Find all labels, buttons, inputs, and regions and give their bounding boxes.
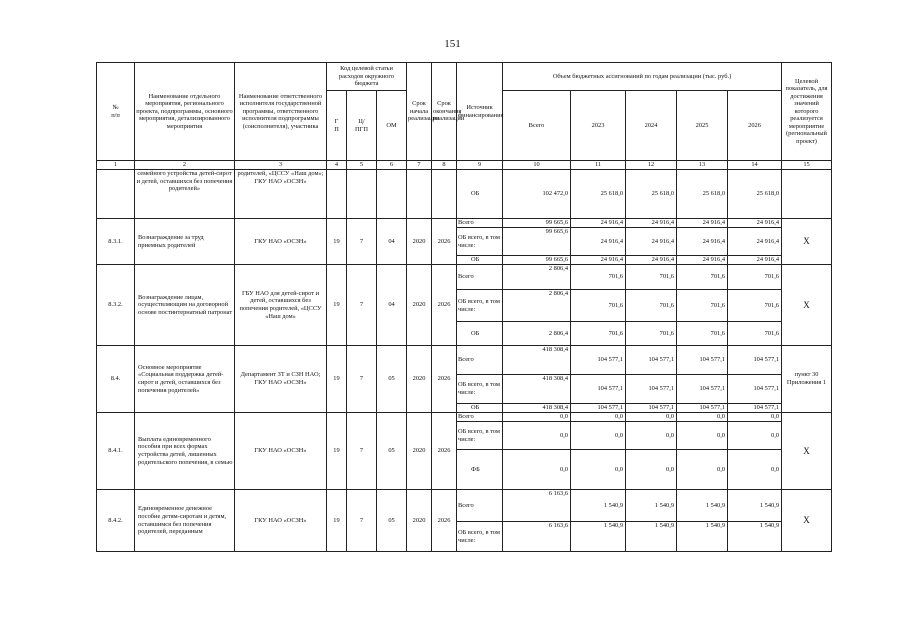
source-ob-total-label: ОБ всего, в том числе: bbox=[457, 375, 503, 404]
header-executor: Наименование ответственного исполнителя государственной программы, ответственного исполнителя подпрограммы (соисполнителя), участника bbox=[235, 63, 327, 161]
cell-2023: 701,6 bbox=[571, 265, 626, 290]
row-start: 2020 bbox=[407, 490, 432, 552]
row-name: Выплата единовременного пособия при всех формах устройства детей, лишенных родительского попечения, в семью bbox=[135, 413, 235, 490]
source-ob-label: ОБ bbox=[457, 322, 503, 346]
source-total-label: Всего bbox=[457, 413, 503, 422]
row-name: Вознаграждение лицам, осуществляющим на договорной основе постинтернатный патронат bbox=[135, 265, 235, 346]
cell-2023: 1 540,9 bbox=[571, 490, 626, 522]
row-ppgp: 7 bbox=[347, 219, 377, 265]
row-target: X bbox=[782, 219, 832, 265]
source-ob-total-label: ОБ всего, в том числе: bbox=[457, 422, 503, 450]
row-end: 2026 bbox=[432, 413, 457, 490]
table-row-continuation bbox=[97, 170, 832, 219]
cell-2024: 0,0 bbox=[626, 422, 677, 450]
row-executor: ГКУ НАО «ОСЗН» bbox=[235, 219, 327, 265]
cell-2026: 24 916,4 bbox=[728, 228, 782, 256]
cell-2023: 24 916,4 bbox=[571, 219, 626, 228]
header-year-2024: 2024 bbox=[626, 91, 677, 161]
cell-2025: 24 916,4 bbox=[677, 256, 728, 265]
cell-2025: 701,6 bbox=[677, 265, 728, 290]
cell-total: 2 806,4 bbox=[503, 322, 571, 346]
column-number: 5 bbox=[347, 161, 377, 170]
cell-2026: 0,0 bbox=[728, 422, 782, 450]
cell-2025: 104 577,1 bbox=[677, 375, 728, 404]
cell-2023: 24 916,4 bbox=[571, 256, 626, 265]
row-executor: Департамент ЗТ и СЗН НАО; ГКУ НАО «ОСЗН» bbox=[235, 346, 327, 413]
cell-2026: 1 540,9 bbox=[728, 490, 782, 522]
cell-2026: 104 577,1 bbox=[728, 375, 782, 404]
cell-2025: 1 540,9 bbox=[677, 490, 728, 522]
header-start: Срок начала реализации bbox=[407, 63, 432, 161]
source-total-label: Всего bbox=[457, 346, 503, 375]
row-executor: ГКУ НАО «ОСЗН» bbox=[235, 413, 327, 490]
cell-2024: 701,6 bbox=[626, 290, 677, 322]
row-target: пункт 30 Приложения 1 bbox=[782, 346, 832, 413]
cell-2026: 24 916,4 bbox=[728, 219, 782, 228]
cell-2026: 25 618,0 bbox=[728, 170, 782, 219]
cell-2023: 0,0 bbox=[571, 422, 626, 450]
column-number: 7 bbox=[407, 161, 432, 170]
cell-2026: 701,6 bbox=[728, 290, 782, 322]
row-target: X bbox=[782, 413, 832, 490]
column-number: 3 bbox=[235, 161, 327, 170]
budget-table bbox=[96, 62, 832, 552]
source-total-label: Всего bbox=[457, 265, 503, 290]
row-name: Единовременное денежное пособие детям-сиротам и детям, оставшимся без попечения родителей, переданным bbox=[135, 490, 235, 552]
cell-2023: 104 577,1 bbox=[571, 346, 626, 375]
header-no: № п/п bbox=[97, 63, 135, 161]
row-no: 8.3.2. bbox=[97, 265, 135, 346]
column-number: 4 bbox=[327, 161, 347, 170]
row-executor: ГБУ НАО для детей-сирот и детей, оставшихся без попечения родителей, «ЦССУ «Наш дом» bbox=[235, 265, 327, 346]
row-start: 2020 bbox=[407, 346, 432, 413]
row-gp: 19 bbox=[327, 265, 347, 346]
cell-total: 99 665,6 bbox=[503, 256, 571, 265]
source-ob-total-label: ОБ всего, в том числе: bbox=[457, 522, 503, 552]
column-number: 1 bbox=[97, 161, 135, 170]
source-ob-total-label: ОБ всего, в том числе: bbox=[457, 228, 503, 256]
cell-2023: 104 577,1 bbox=[571, 404, 626, 413]
cell-2024: 701,6 bbox=[626, 265, 677, 290]
cell-2025: 0,0 bbox=[677, 450, 728, 490]
cell-2024: 104 577,1 bbox=[626, 346, 677, 375]
row-om: 05 bbox=[377, 346, 407, 413]
cell-2024: 104 577,1 bbox=[626, 375, 677, 404]
source-ob-total-label: ОБ всего, в том числе: bbox=[457, 290, 503, 322]
table-row-8-4-1 bbox=[97, 413, 832, 422]
cell-total: 2 806,4 bbox=[503, 290, 571, 322]
row-end: 2026 bbox=[432, 265, 457, 346]
cell-total: 418 308,4 bbox=[503, 346, 571, 375]
source-fb-label: ФБ bbox=[457, 450, 503, 490]
cell-2024: 25 618,0 bbox=[626, 170, 677, 219]
row-ppgp: 7 bbox=[347, 265, 377, 346]
cell-2025: 24 916,4 bbox=[677, 219, 728, 228]
cell-2026: 0,0 bbox=[728, 413, 782, 422]
cell-2026: 104 577,1 bbox=[728, 404, 782, 413]
header-volume-group: Объем бюджетных ассигнований по годам реализации (тыс. руб.) bbox=[503, 63, 782, 91]
row-no: 8.3.1. bbox=[97, 219, 135, 265]
row-source: ОБ bbox=[457, 170, 503, 219]
row-executor: родителей, «ЦССУ «Наш дом»; ГКУ НАО «ОСЗН» bbox=[235, 170, 327, 219]
cell-2024: 24 916,4 bbox=[626, 219, 677, 228]
cell-total: 99 665,6 bbox=[503, 228, 571, 256]
row-gp: 19 bbox=[327, 219, 347, 265]
cell-total: 0,0 bbox=[503, 413, 571, 422]
header-year-2023: 2023 bbox=[571, 91, 626, 161]
cell-2024: 104 577,1 bbox=[626, 404, 677, 413]
header-code-ppgp: Ц/ ПГП bbox=[347, 91, 377, 161]
cell-2024: 701,6 bbox=[626, 322, 677, 346]
cell-2025: 701,6 bbox=[677, 322, 728, 346]
cell-2023: 0,0 bbox=[571, 413, 626, 422]
cell-total: 418 308,4 bbox=[503, 375, 571, 404]
cell-total: 418 308,4 bbox=[503, 404, 571, 413]
cell-2026: 24 916,4 bbox=[728, 256, 782, 265]
column-number: 9 bbox=[457, 161, 503, 170]
row-om: 05 bbox=[377, 413, 407, 490]
row-start: 2020 bbox=[407, 265, 432, 346]
column-number: 13 bbox=[677, 161, 728, 170]
cell-2023: 0,0 bbox=[571, 450, 626, 490]
cell-total: 0,0 bbox=[503, 422, 571, 450]
cell-2023: 1 540,9 bbox=[571, 522, 626, 552]
cell-2025: 24 916,4 bbox=[677, 228, 728, 256]
cell-2023: 104 577,1 bbox=[571, 375, 626, 404]
cell-2026: 701,6 bbox=[728, 322, 782, 346]
cell-2025: 0,0 bbox=[677, 413, 728, 422]
cell-2025: 0,0 bbox=[677, 422, 728, 450]
cell-total: 102 472,0 bbox=[503, 170, 571, 219]
header-year-2025: 2025 bbox=[677, 91, 728, 161]
cell-total: 6 163,6 bbox=[503, 490, 571, 522]
header-total: Всего bbox=[503, 91, 571, 161]
row-name: Вознаграждение за труд приемных родителей bbox=[135, 219, 235, 265]
source-total-label: Всего bbox=[457, 219, 503, 228]
source-ob-label: ОБ bbox=[457, 256, 503, 265]
column-number: 15 bbox=[782, 161, 832, 170]
row-executor: ГКУ НАО «ОСЗН» bbox=[235, 490, 327, 552]
table-row-8-3-1 bbox=[97, 219, 832, 228]
table-row-8-3-2 bbox=[97, 265, 832, 290]
cell-2024: 24 916,4 bbox=[626, 256, 677, 265]
cell-2026: 1 540,9 bbox=[728, 522, 782, 552]
row-name: Основное мероприятие «Социальная поддержка детей-сирот и детей, оставшихся без попечения родителей» bbox=[135, 346, 235, 413]
row-no: 8.4.2. bbox=[97, 490, 135, 552]
cell-2025: 701,6 bbox=[677, 290, 728, 322]
row-om: 04 bbox=[377, 219, 407, 265]
row-name: семейного устройства детей-сирот и детей, оставшихся без попечения родителей» bbox=[135, 170, 235, 219]
cell-2026: 0,0 bbox=[728, 450, 782, 490]
header-target: Целевой показатель, для достижения значений которого реализуется мероприятие (региональный проект) bbox=[782, 63, 832, 161]
cell-total: 0,0 bbox=[503, 450, 571, 490]
row-ppgp: 7 bbox=[347, 346, 377, 413]
header-name: Наименование отдельного мероприятия, регионального проекта, подпрограммы, основного мероприятия, детализированного мероприятия bbox=[135, 63, 235, 161]
cell-2023: 25 618,0 bbox=[571, 170, 626, 219]
cell-2024: 24 916,4 bbox=[626, 228, 677, 256]
column-number: 11 bbox=[571, 161, 626, 170]
row-target: X bbox=[782, 490, 832, 552]
row-end: 2026 bbox=[432, 490, 457, 552]
cell-2023: 24 916,4 bbox=[571, 228, 626, 256]
cell-total: 99 665,6 bbox=[503, 219, 571, 228]
cell-2026: 701,6 bbox=[728, 265, 782, 290]
table-row-8-4 bbox=[97, 346, 832, 375]
cell-2026: 104 577,1 bbox=[728, 346, 782, 375]
row-gp: 19 bbox=[327, 413, 347, 490]
row-no: 8.4.1. bbox=[97, 413, 135, 490]
header-code-group: Код целевой статьи расходов окружного бюджета bbox=[327, 63, 407, 91]
column-number: 10 bbox=[503, 161, 571, 170]
cell-2024: 0,0 bbox=[626, 450, 677, 490]
column-number: 14 bbox=[728, 161, 782, 170]
row-start: 2020 bbox=[407, 413, 432, 490]
cell-2023: 701,6 bbox=[571, 322, 626, 346]
row-ppgp: 7 bbox=[347, 490, 377, 552]
row-gp: 19 bbox=[327, 346, 347, 413]
header-end: Срок окончания реализации bbox=[432, 63, 457, 161]
header-code-om: ОМ bbox=[377, 91, 407, 161]
table-row-8-4-2 bbox=[97, 490, 832, 522]
source-ob-label: ОБ bbox=[457, 404, 503, 413]
cell-2024: 1 540,9 bbox=[626, 522, 677, 552]
header-year-2026: 2026 bbox=[728, 91, 782, 161]
header-code-gp: Г П bbox=[327, 91, 347, 161]
row-end: 2026 bbox=[432, 346, 457, 413]
cell-2025: 1 540,9 bbox=[677, 522, 728, 552]
row-start: 2020 bbox=[407, 219, 432, 265]
header-source: Источник финансирования bbox=[457, 63, 503, 161]
row-ppgp: 7 bbox=[347, 413, 377, 490]
cell-2025: 104 577,1 bbox=[677, 346, 728, 375]
cell-2024: 0,0 bbox=[626, 413, 677, 422]
column-number-row bbox=[97, 161, 832, 170]
row-end: 2026 bbox=[432, 219, 457, 265]
cell-total: 6 163,6 bbox=[503, 522, 571, 552]
cell-2025: 25 618,0 bbox=[677, 170, 728, 219]
row-om: 04 bbox=[377, 265, 407, 346]
source-total-label: Всего bbox=[457, 490, 503, 522]
cell-2025: 104 577,1 bbox=[677, 404, 728, 413]
column-number: 8 bbox=[432, 161, 457, 170]
cell-2024: 1 540,9 bbox=[626, 490, 677, 522]
row-om: 05 bbox=[377, 490, 407, 552]
row-no: 8.4. bbox=[97, 346, 135, 413]
cell-2023: 701,6 bbox=[571, 290, 626, 322]
cell-total: 2 806,4 bbox=[503, 265, 571, 290]
column-number: 12 bbox=[626, 161, 677, 170]
column-number: 6 bbox=[377, 161, 407, 170]
column-number: 2 bbox=[135, 161, 235, 170]
row-gp: 19 bbox=[327, 490, 347, 552]
row-target: X bbox=[782, 265, 832, 346]
page-number: 151 bbox=[444, 38, 461, 50]
